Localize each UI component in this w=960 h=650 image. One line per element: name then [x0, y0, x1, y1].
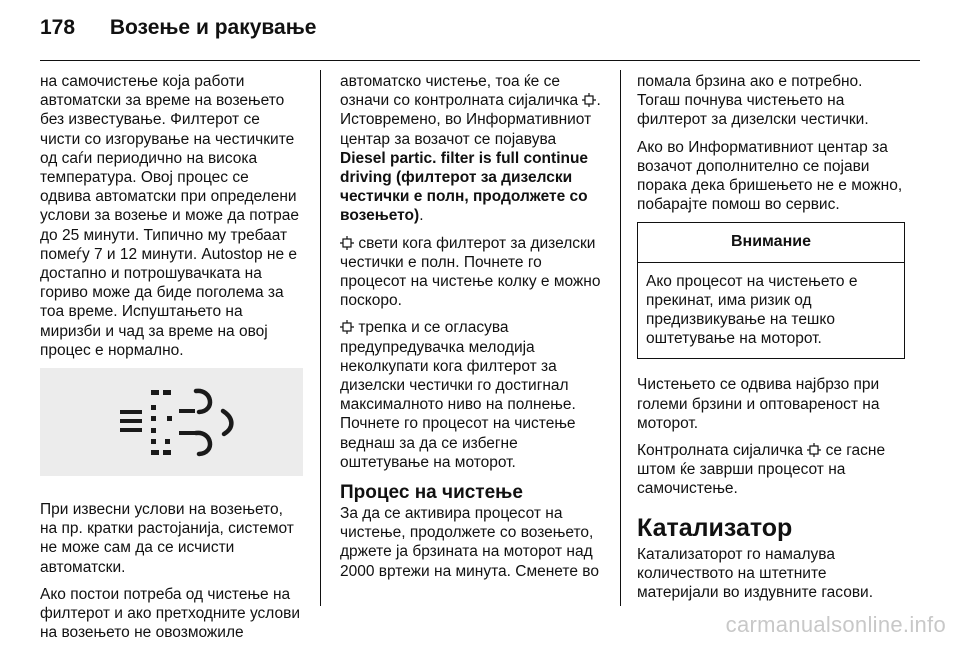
col3-paragraph-2: Ако во Информативниот центар за возачот дополнително се појави порака дека бришењето не е можно, побарајте помош во сервис. [637, 138, 903, 214]
section-heading-catalytic-converter: Катализатор [637, 513, 793, 542]
notice-body: Ако процесот на чистењето е прекинат, има ризик од предизвикување на тешко оштетување на моторот. [646, 272, 858, 348]
page-title: Возење и ракување [109, 16, 317, 39]
col2-paragraph-4: За да се активира процесот на чистење, продолжете со возењето, држете ја брзината на моторот над 2000 вртежи на минута. Сменете во [340, 505, 599, 580]
column-2 [340, 72, 605, 589]
notice-box [637, 222, 905, 359]
dpf-symbol-icon [40, 368, 303, 476]
col3-paragraph-5: Катализаторот го намалува количеството на штетните материјали во издувните гасови. [637, 545, 874, 602]
header-rule [40, 60, 920, 61]
section-heading-cleaning-process: Процес на чистење [340, 482, 523, 504]
col2-paragraph-3: трепка и се огласува предупредувачка мелодија неколкупати кога филтерот за дизелски честички го достигнал максималното ниво на полнење. Почнете го процесот на чистење веднаш за да се избегне оштетување на моторот. [340, 319, 576, 471]
driver-info-message: Diesel partic. filter is full continue driving (филтерот за дизелски честички е полн, продолжете со возењето) [340, 149, 589, 225]
dpf-illustration [40, 368, 303, 476]
col2-paragraph-2: свети кога филтерот за дизелски честички е полн. Почнете го процесот на чистење колку е можно поскоро. [340, 234, 601, 310]
col3-paragraph-3: Чистењето се одвива најбрзо при големи брзини и оптовареност на моторот. [637, 376, 880, 432]
column-divider-1 [320, 70, 321, 606]
page-number: 178 [40, 16, 76, 39]
diesel-particulate-filter-icon [340, 320, 354, 334]
page-header [40, 16, 316, 40]
watermark: carmanualsonline.info [725, 612, 946, 637]
diesel-particulate-filter-icon [582, 93, 596, 107]
col3-paragraph-4: Контролната сијаличка се гасне штом ќе заврши процесот на самочистење. [637, 442, 886, 498]
column-3 [637, 72, 905, 610]
column-divider-2 [620, 70, 621, 606]
col2-paragraph-1: автоматско чистење, тоа ќе се означи со контролната сијаличка . Истовремено, во Информативниот центар за возачот се појавува Diesel partic. filter is full continue driving (филтерот за дизелски честички е полн, продолжете со возењето). [340, 73, 601, 225]
col1-paragraph-1: на самочистење која работи автоматски за време на возењето без известување. Филтерот се чисти со изгорување на честичките од саѓи периодично на висока температура. Овој процес се одвива автоматски при определени услови за возење и може да потрае до 25 минути. Типично му требаат помеѓу 7 и 12 минути. Autostop не е достапно и потрошувачката на гориво може да биде поголема за тоа време. Испуштањето на миризби и чад за време на овој процес е нормално. [40, 73, 299, 359]
notice-title: Внимание [638, 223, 904, 262]
diesel-particulate-filter-icon [807, 443, 821, 457]
col3-paragraph-1: помала брзина ако е потребно. Тогаш почнува чистењето на филтерот за дизелски честички. [637, 73, 869, 129]
column-1 [40, 72, 303, 650]
diesel-particulate-filter-icon [340, 236, 354, 250]
col1-paragraph-3: Ако постои потреба од чистење на филтерот и ако претходните услови на возењето не овозможиле [40, 585, 301, 642]
col1-paragraph-2: При извесни услови на возењето, на пр. кратки растојанија, системот не може сам да се исчисти автоматски. [40, 501, 294, 576]
